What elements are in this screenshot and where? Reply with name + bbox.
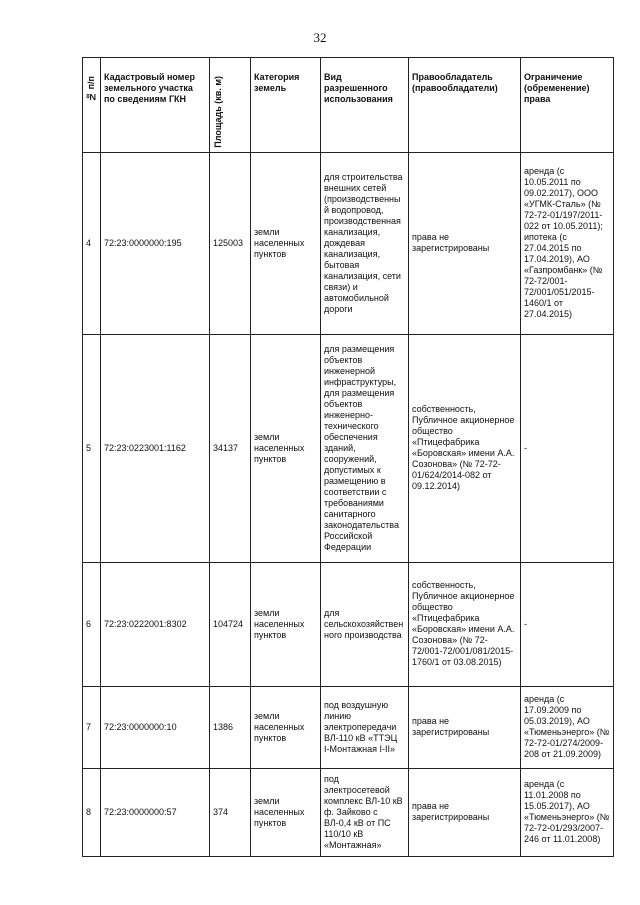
header-cadastral: Кадастровый номер земельного участка по сведениям ГКН bbox=[101, 58, 210, 153]
area-value: 374 bbox=[210, 768, 251, 856]
restriction: - bbox=[521, 562, 614, 686]
table-row bbox=[83, 768, 614, 856]
permitted-use: для размещения объектов инженерной инфраструктуры, для размещения объектов инженерно-технического обеспечения зданий, сооружений, допустимых к размещению в соответствии с требованиями санитарного законодательства Российской Федерации bbox=[321, 334, 409, 562]
table-row bbox=[83, 562, 614, 686]
permitted-use: под электросетевой комплекс ВЛ-10 кВ ф. Зайково с ВЛ-0,4 кВ от ПС 110/10 кВ «Монтажная» bbox=[321, 768, 409, 856]
header-restriction: Ограничение (обременение) права bbox=[521, 58, 614, 153]
header-category: Категория земель bbox=[251, 58, 321, 153]
restriction: - bbox=[521, 334, 614, 562]
land-category: земли населенных пунктов bbox=[251, 334, 321, 562]
area-value: 34137 bbox=[210, 334, 251, 562]
right-holder: права не зарегистрированы bbox=[409, 768, 521, 856]
land-plots-table bbox=[82, 57, 614, 857]
right-holder: собственность, Публичное акционерное общество «Птицефабрика «Боровская» имени А.А. Созонова» (№ 72-72-01/624/2014-082 от 09.12.2014) bbox=[409, 334, 521, 562]
permitted-use: для строительства внешних сетей (производственный водопровод, производственная канализация, дождевая канализация, бытовая канализация, сети связи) и автомобильной дороги bbox=[321, 152, 409, 334]
table-row bbox=[83, 152, 614, 334]
restriction: аренда (с 11.01.2008 по 15.05.2017), АО «Тюменьэнерго» (№ 72-72-01/293/2007-246 от 11.01.2008) bbox=[521, 768, 614, 856]
table-row bbox=[83, 686, 614, 768]
row-number: 5 bbox=[83, 334, 101, 562]
row-number: 4 bbox=[83, 152, 101, 334]
cadastral-number: 72:23:0222001:8302 bbox=[101, 562, 210, 686]
right-holder: собственность, Публичное акционерное общество «Птицефабрика «Боровская» имени А.А. Созонова» (№ 72-72/001-72/001/081/2015-1760/1 от 03.08.2015) bbox=[409, 562, 521, 686]
area-value: 104724 bbox=[210, 562, 251, 686]
table-row bbox=[83, 334, 614, 562]
row-number: 8 bbox=[83, 768, 101, 856]
page-number: 32 bbox=[313, 30, 327, 45]
land-category: земли населенных пунктов bbox=[251, 152, 321, 334]
permitted-use: под воздушную линию электропередачи ВЛ-110 кВ «ТТЭЦ I-Монтажная I-II» bbox=[321, 686, 409, 768]
restriction: аренда (с 17.09.2009 по 05.03.2019), АО «Тюменьэнерго» (№ 72-72-01/274/2009-208 от 21.09.2009) bbox=[521, 686, 614, 768]
land-category: земли населенных пунктов bbox=[251, 768, 321, 856]
restriction: аренда (с 10.05.2011 по 09.02.2017), ООО «УГМК-Сталь» (№ 72-72-01/197/2011-022 от 10.05.2011); ипотека (с 27.04.2015 по 17.04.2019), АО «Газпромбанк» (№ 72-72/001-72/001/051/2015-1460/1 от 27.04.2015) bbox=[521, 152, 614, 334]
header-holder: Правообладатель (правообладатели) bbox=[409, 58, 521, 153]
land-category: земли населенных пунктов bbox=[251, 686, 321, 768]
header-num: № п/п bbox=[83, 58, 101, 153]
permitted-use: для сельскохозяйственного производства bbox=[321, 562, 409, 686]
row-number: 7 bbox=[83, 686, 101, 768]
header-area: Площадь (кв. м) bbox=[210, 58, 251, 153]
table-header-row bbox=[83, 58, 614, 153]
header-use: Вид разрешенного использования bbox=[321, 58, 409, 153]
cadastral-number: 72:23:0000000:195 bbox=[101, 152, 210, 334]
area-value: 1386 bbox=[210, 686, 251, 768]
right-holder: права не зарегистрированы bbox=[409, 686, 521, 768]
land-category: земли населенных пунктов bbox=[251, 562, 321, 686]
cadastral-number: 72:23:0223001:1162 bbox=[101, 334, 210, 562]
row-number: 6 bbox=[83, 562, 101, 686]
cadastral-number: 72:23:0000000:10 bbox=[101, 686, 210, 768]
right-holder: права не зарегистрированы bbox=[409, 152, 521, 334]
cadastral-number: 72:23:0000000:57 bbox=[101, 768, 210, 856]
area-value: 125003 bbox=[210, 152, 251, 334]
